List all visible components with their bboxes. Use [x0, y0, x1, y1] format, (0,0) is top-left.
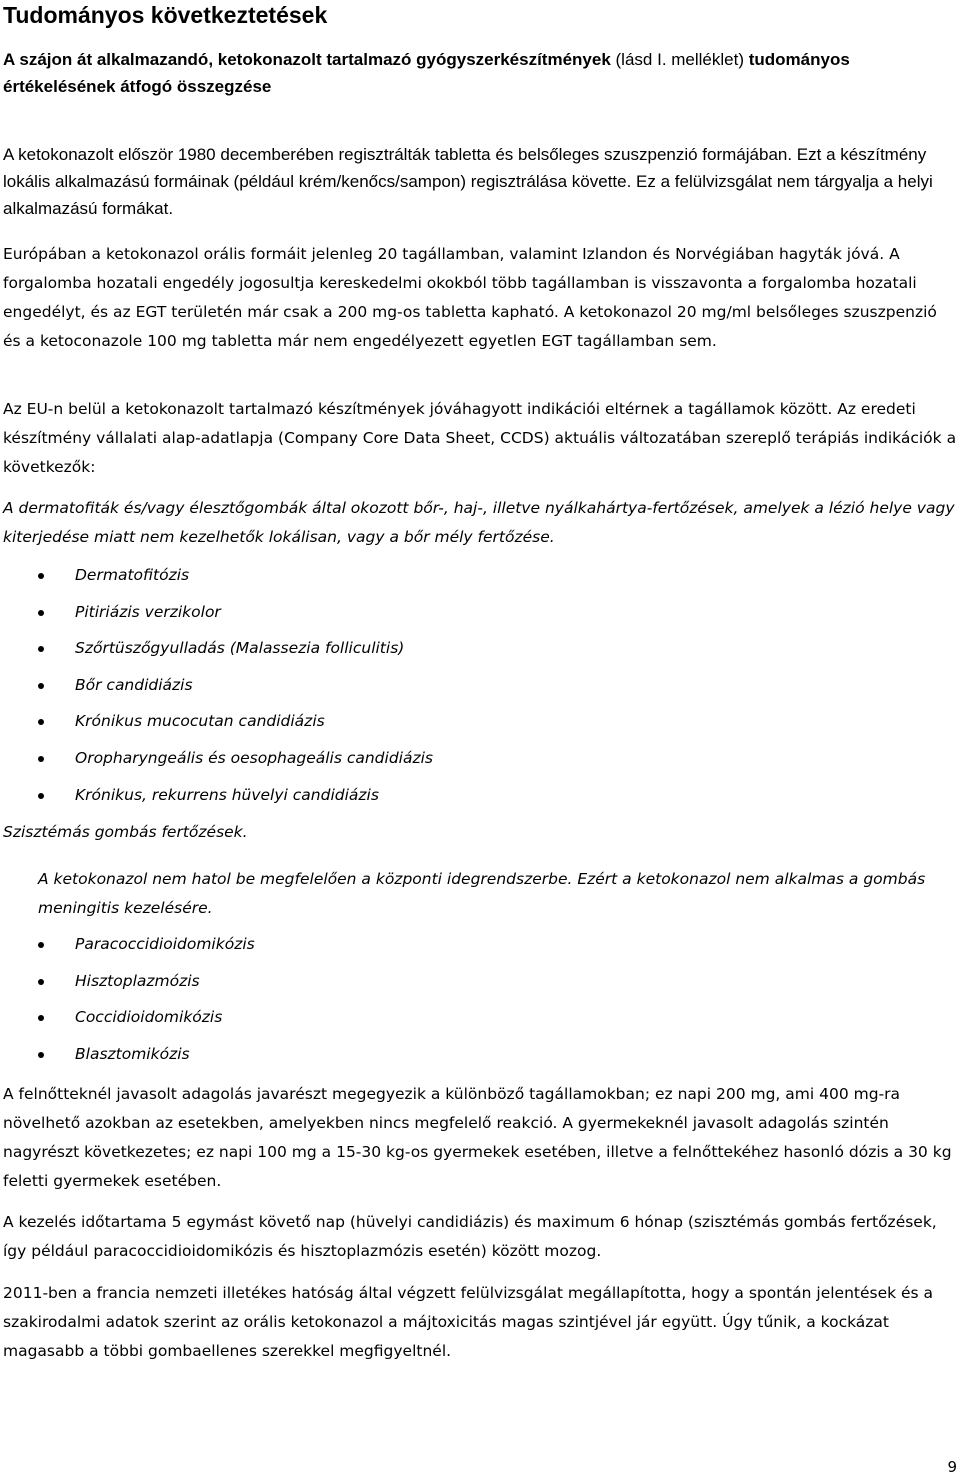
paragraph-dosage: A felnőtteknél javasolt adagolás javarészt megegyezik a különböző tagállamokban; ez napi 200 mg, ami 400 mg-ra növelhető azokban az esetekben, amelyekben nincs megfelelő reakció. A gyermekeknél javasolt adagolás szintén nagyrészt következetes; ez napi 100 mg a 15-30 kg-os gyermekek esetében, illetve a felnőttekéhez hasonló dózis a 30 kg feletti gyermekek esetében. [3, 1085, 952, 1190]
paragraph-indications-intro: Az EU-n belül a ketokonazolt tartalmazó készítmények jóváhagyott indikációi eltérnek a tagállamok között. Az eredeti készítmény vállalati alap-adatlapja (Company Core Data Sheet, CCDS) aktuális változatában szereplő terápiás indikációk a következők: [3, 400, 957, 476]
list-item: Paracoccidioidomikózis [3, 934, 255, 971]
list-item: Pitiriázis verzikolor [3, 602, 433, 639]
list-item: Hisztoplazmózis [3, 971, 255, 1008]
indication-list-skin [3, 565, 433, 821]
list-item: Oropharyngeális és oesophageális candidiázis [3, 748, 433, 785]
paragraph-cns-note: A ketokonazol nem hatol be megfelelően a központi idegrendszerbe. Ezért a ketokonazol nem alkalmas a gombás meningitis kezelésére. [38, 870, 926, 917]
list-item: Blasztomikózis [3, 1044, 255, 1081]
bullet-icon [38, 979, 44, 985]
bullet-icon [38, 573, 44, 579]
bullet-icon [38, 793, 44, 799]
bullet-icon [38, 610, 44, 616]
paragraph-hepatotoxicity: 2011-ben a francia nemzeti illetékes hatóság által végzett felülvizsgálat megállapította, hogy a spontán jelentések és a szakirodalmi adatok szerint az orális ketokonazol a májtoxicitás magas szintjével jár együtt. Úgy tűnik, a kockázat magasabb a többi gombaellenes szerekkel megfigyeltnél. [3, 1284, 934, 1360]
bullet-icon [38, 1052, 44, 1058]
bullet-icon [38, 683, 44, 689]
list-item: Krónikus mucocutan candidiázis [3, 711, 433, 748]
paragraph-duration: A kezelés időtartama 5 egymást követő nap (hüvelyi candidiázis) és maximum 6 hónap (szisztémás gombás fertőzések, így például paracoccidioidomikózis és hisztoplazmózis esetén) között mozog. [3, 1213, 937, 1260]
list-item: Szőrtüszőgyulladás (Malassezia folliculitis) [3, 638, 433, 675]
paragraph-history: A ketokonazolt először 1980 decemberében regisztrálták tabletta és belsőleges szuszpenzió formájában. Ezt a készítmény lokális alkalmazású formáinak (például krém/kenőcs/sampon) regisztrálása követte. Ez a felülvizsgálat nem tárgyalja a helyi alkalmazású formákat. [3, 145, 933, 218]
indication-list-systemic [3, 934, 255, 1080]
bullet-icon [38, 1015, 44, 1021]
lead-paragraph [3, 46, 957, 100]
bullet-icon [38, 719, 44, 725]
list-item: Coccidioidomikózis [3, 1007, 255, 1044]
lead-normal: (lásd I. melléklet) [610, 50, 749, 69]
section-heading: Tudományos következtetések [3, 2, 328, 28]
page-number: 9 [947, 1458, 957, 1476]
list-item: Dermatofitózis [3, 565, 433, 602]
bullet-icon [38, 756, 44, 762]
bullet-icon [38, 646, 44, 652]
lead-bold-2: tudományos értékelésének átfogó összegzése [3, 50, 850, 96]
bullet-icon [38, 942, 44, 948]
paragraph-approval-status: Európában a ketokonazol orális formáit jelenleg 20 tagállamban, valamint Izlandon és Norvégiában hagyták jóvá. A forgalomba hozatali engedély jogosultja kereskedelmi okokból több tagállamban is visszavonta a forgalomba hozatali engedélyt, és az EGT területén már csak a 200 mg-os tabletta kapható. A ketokonazol 20 mg/ml belsőleges szuszpenzió és a ketoconazole 100 mg tabletta már nem engedélyezett egyetlen EGT tagállamban sem. [3, 245, 937, 350]
list-item: Krónikus, rekurrens hüvelyi candidiázis [3, 785, 433, 822]
list-item: Bőr candidiázis [3, 675, 433, 712]
paragraph-systemic-infections: Szisztémás gombás fertőzések. [3, 823, 248, 841]
paragraph-skin-infections: A dermatofiták és/vagy élesztőgombák által okozott bőr-, haj-, illetve nyálkahártya-fertőzések, amelyek a lézió helye vagy kiterjedése miatt nem kezelhetők lokálisan, vagy a bőr mély fertőzése. [3, 499, 955, 546]
lead-bold: A szájon át alkalmazandó, ketokonazolt tartalmazó gyógyszerkészítmények [3, 50, 611, 69]
